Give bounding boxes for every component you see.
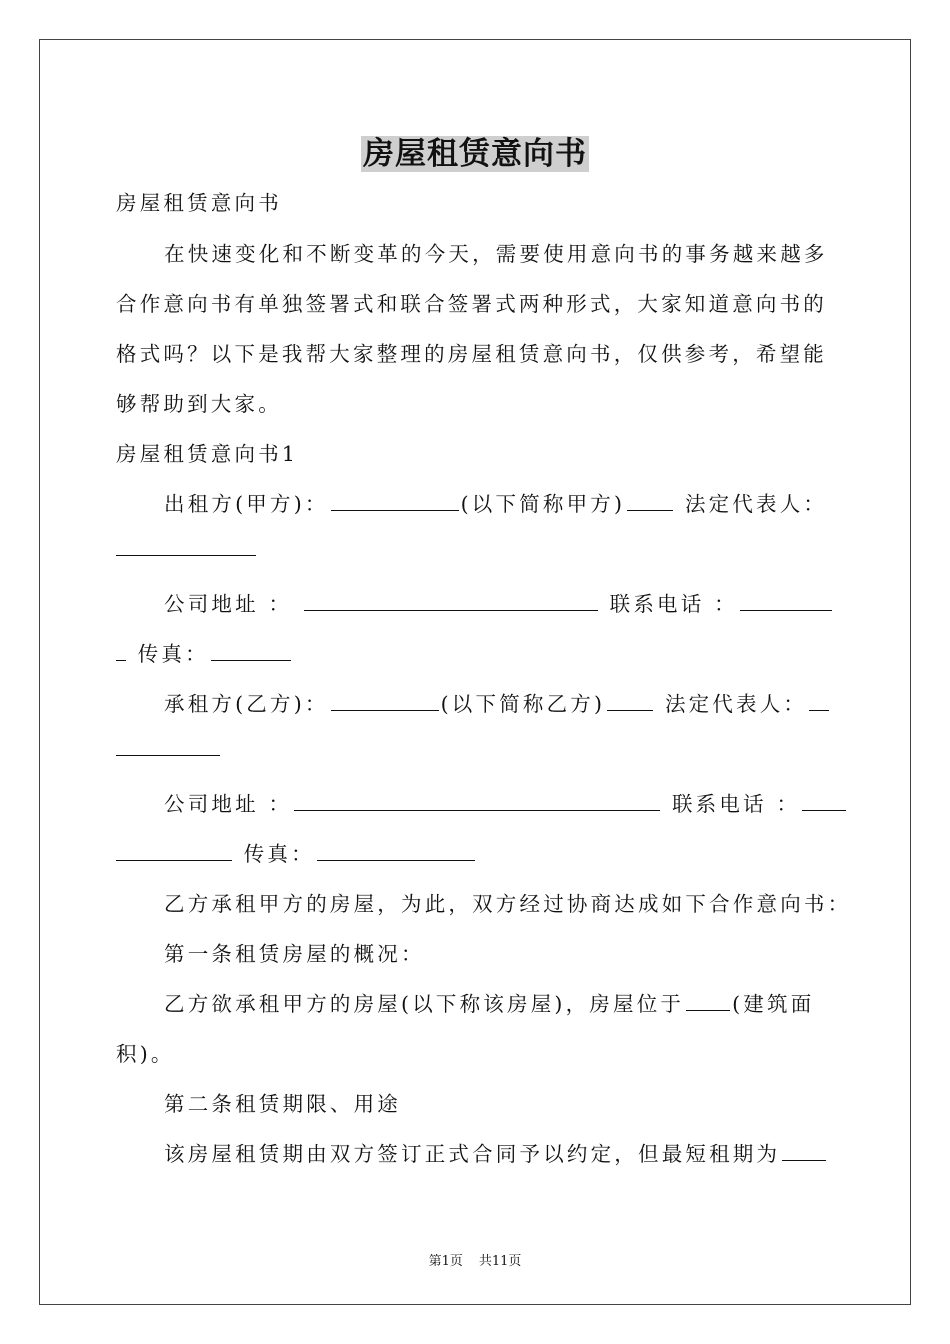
- party-b-abbr: (以下简称乙方): [440, 692, 606, 716]
- party-a-phone-blank[interactable]: [740, 609, 832, 611]
- party-a-fax-line: [116, 637, 293, 667]
- intro-line-4: 够帮助到大家。: [116, 392, 282, 416]
- party-b-phone-label: 联系电话 ：: [671, 792, 801, 816]
- party-a-legal-rep-label: 法定代表人：: [684, 492, 828, 516]
- article-1-text-b: (建筑面: [732, 992, 815, 1016]
- party-b-legal-rep-blank-cont[interactable]: [116, 754, 220, 756]
- section-heading: 房屋租赁意向书1: [116, 442, 299, 466]
- article-2-heading: 第二条租赁期限、用途: [164, 1092, 401, 1116]
- party-b-legal-rep-blank[interactable]: [809, 709, 829, 711]
- lessee-label: 承租方(乙方)：: [164, 692, 329, 716]
- party-a-line: [164, 487, 827, 517]
- agreement-text: 乙方承租甲方的房屋，为此，双方经过协商达成如下合作意向书：: [164, 892, 852, 916]
- page-number: 第1页: [428, 1254, 463, 1269]
- party-a-fax-label: 传真：: [137, 642, 209, 666]
- article-2-text-line: [164, 1137, 828, 1167]
- location-blank[interactable]: [686, 1009, 730, 1011]
- lessor-name-blank[interactable]: [331, 509, 459, 511]
- party-b-address-label: 公司地址 ：: [164, 792, 293, 816]
- party-b-fax-label: 传真：: [243, 842, 315, 866]
- article-2-text: 该房屋租赁期由双方签订正式合同予以约定，但最短租期为: [164, 1142, 781, 1166]
- party-b-address-blank[interactable]: [294, 809, 660, 811]
- article-1-heading: 第一条租赁房屋的概况：: [164, 942, 425, 966]
- party-a-legal-rep-line: [116, 537, 258, 561]
- party-a-address-line: [164, 587, 834, 617]
- lessee-name-blank[interactable]: [331, 709, 439, 711]
- party-a-phone-blank-cont[interactable]: [116, 659, 126, 661]
- party-a-fax-blank[interactable]: [211, 659, 291, 661]
- intro-line-1: 在快速变化和不断变革的今天，需要使用意向书的事务越来越多: [164, 242, 828, 266]
- party-a-address-label: 公司地址 ：: [164, 592, 293, 616]
- party-b-abbr-blank[interactable]: [607, 709, 653, 711]
- page-total: 共11页: [478, 1254, 522, 1269]
- party-b-phone-blank-cont[interactable]: [116, 859, 232, 861]
- lessor-label: 出租方(甲方)：: [164, 492, 329, 516]
- party-a-address-blank[interactable]: [304, 609, 598, 611]
- party-b-address-line: [164, 787, 848, 817]
- party-b-legal-rep-label: 法定代表人：: [664, 692, 808, 716]
- page-footer: [0, 1250, 950, 1269]
- min-term-blank[interactable]: [782, 1159, 826, 1161]
- party-a-abbr: (以下简称甲方): [460, 492, 626, 516]
- article-1-text: [164, 987, 814, 1017]
- party-b-legal-rep-line: [116, 737, 222, 761]
- document-title-wrap: [0, 128, 950, 173]
- party-a-abbr-blank[interactable]: [627, 509, 673, 511]
- party-a-phone-label: 联系电话 ：: [609, 592, 738, 616]
- article-1-text-c: 积)。: [116, 1042, 175, 1066]
- party-a-legal-rep-blank[interactable]: [116, 554, 256, 556]
- intro-line-2: 合作意向书有单独签署式和联合签署式两种形式，大家知道意向书的: [116, 292, 827, 316]
- subtitle: 房屋租赁意向书: [116, 191, 282, 215]
- document-title: 房屋租赁意向书: [363, 136, 587, 172]
- party-b-fax-blank[interactable]: [317, 859, 475, 861]
- intro-line-3: 格式吗？以下是我帮大家整理的房屋租赁意向书，仅供参考，希望能: [116, 342, 827, 366]
- party-b-line: [164, 687, 831, 717]
- party-b-fax-line: [116, 837, 477, 867]
- party-b-phone-blank[interactable]: [802, 809, 846, 811]
- article-1-text-a: 乙方欲承租甲方的房屋(以下称该房屋)，房屋位于: [164, 992, 685, 1016]
